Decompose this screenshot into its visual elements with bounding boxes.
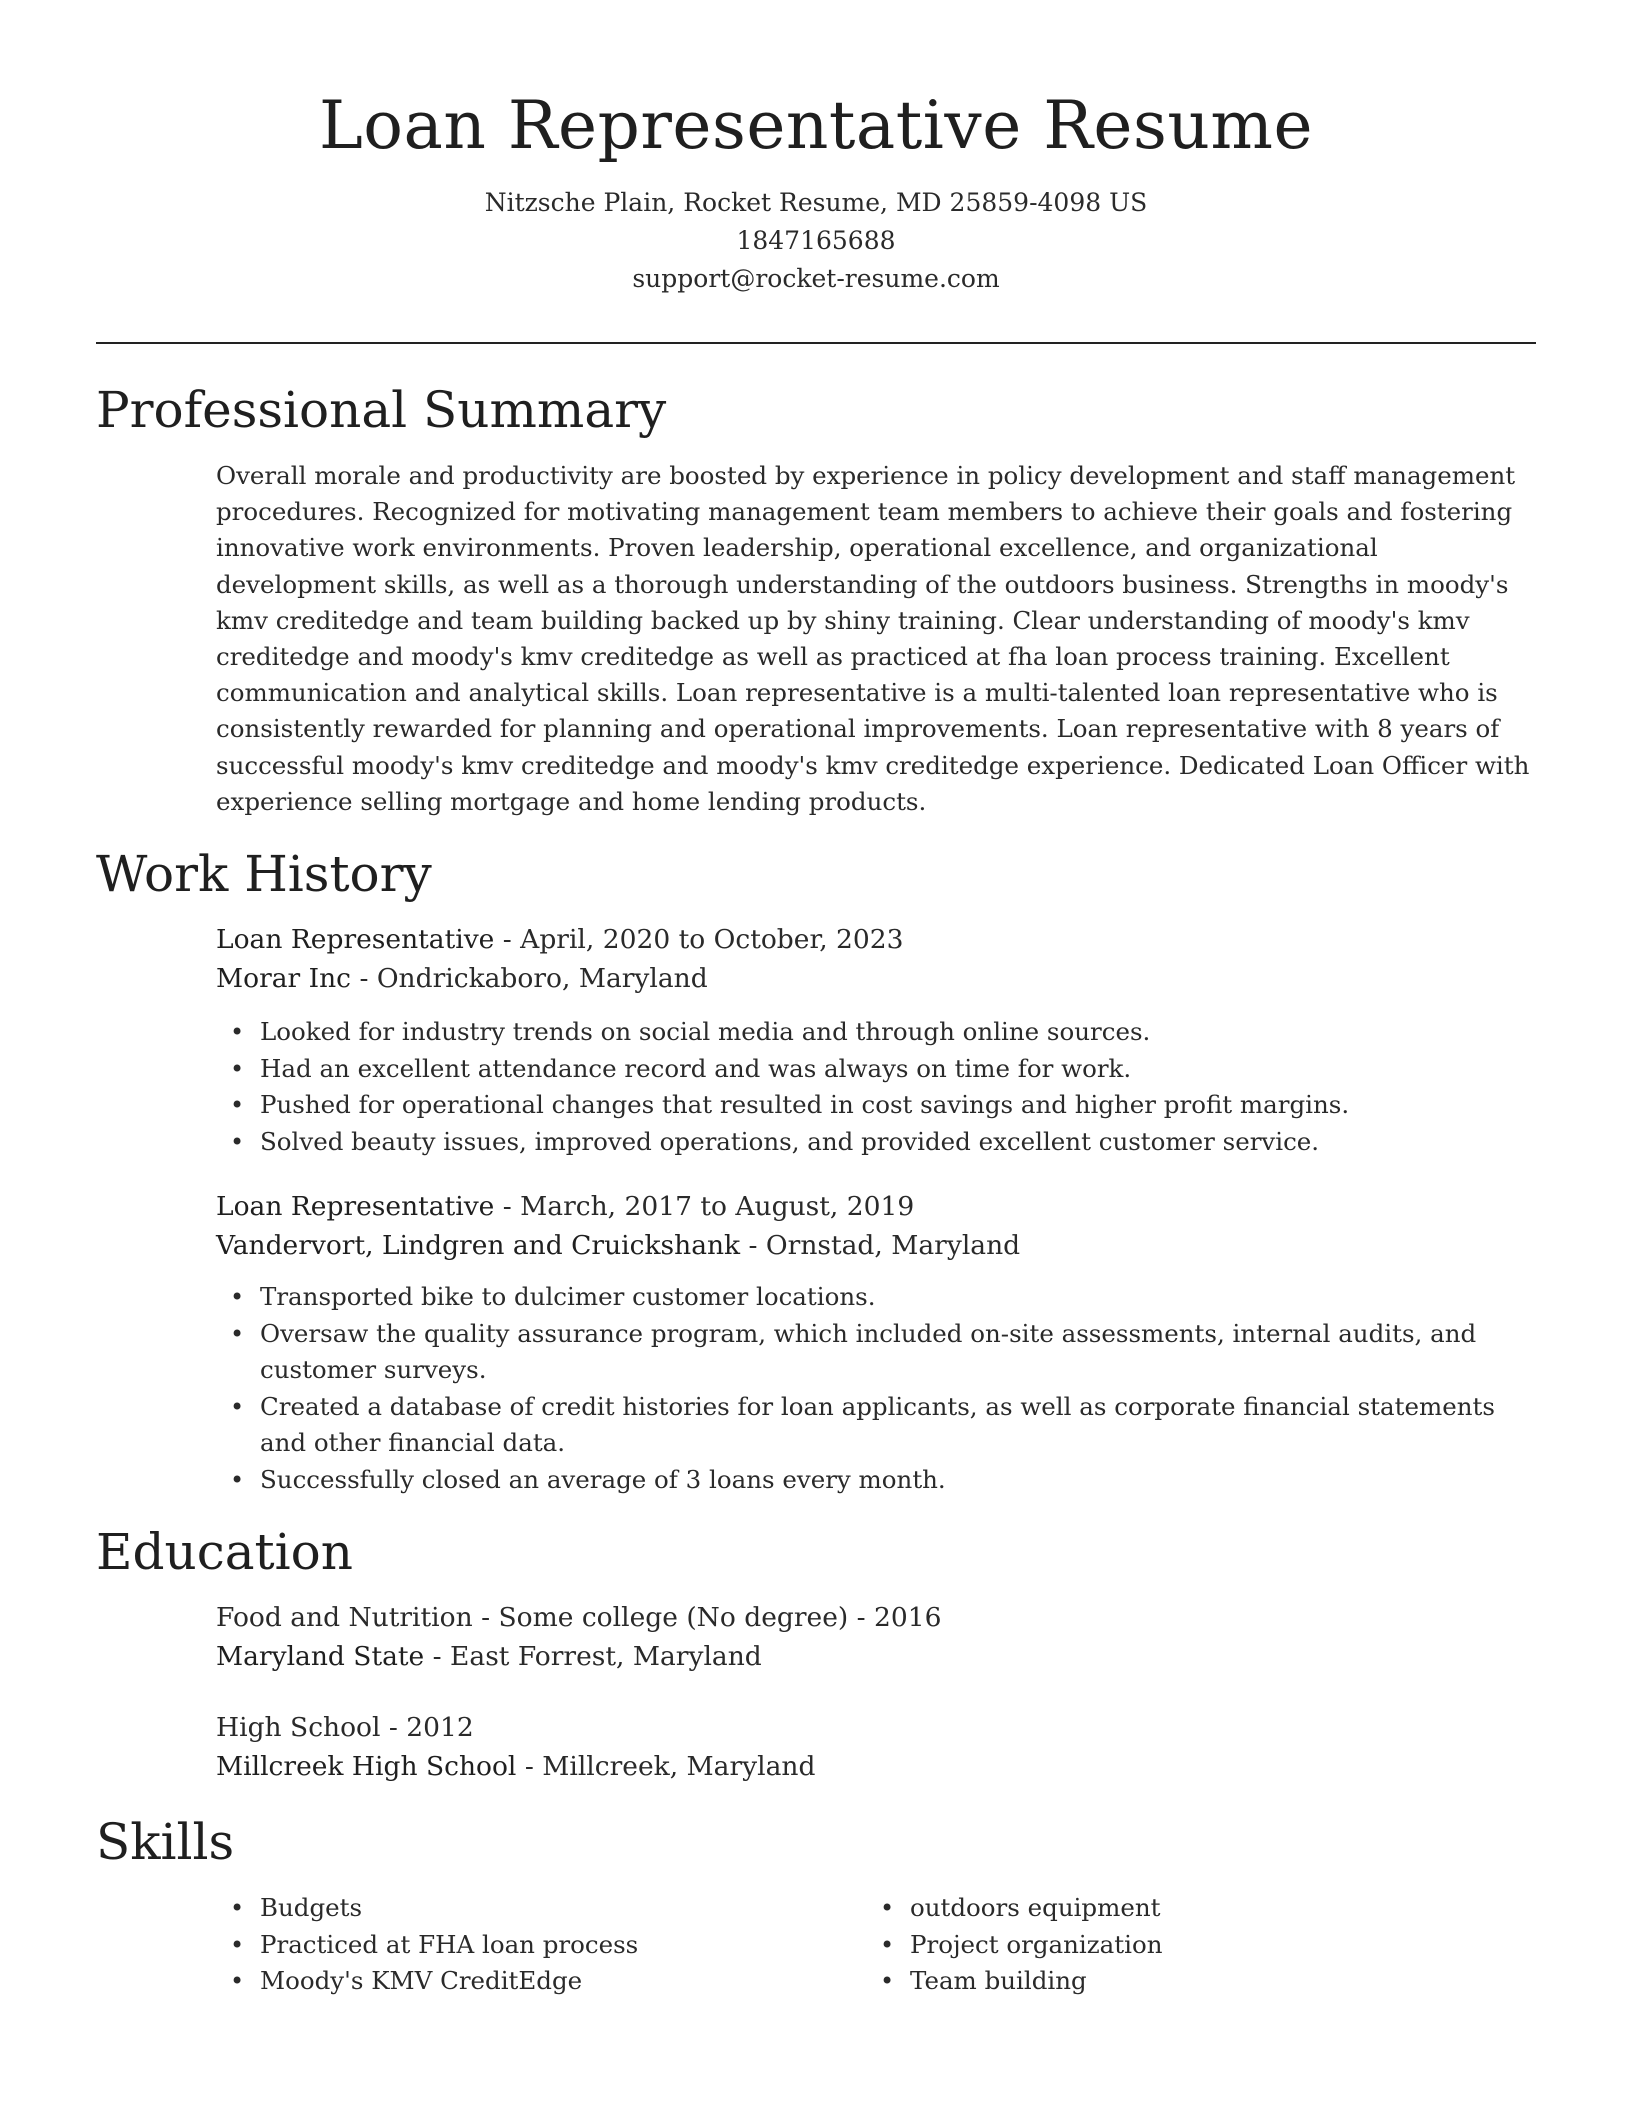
list-item: • Successfully closed an average of 3 loans every month. <box>260 1462 1536 1499</box>
skills-column-left <box>216 1890 856 2000</box>
skill-item: • Team building <box>910 1963 1506 2000</box>
skills-list <box>216 1890 856 2000</box>
resume-header <box>96 78 1536 298</box>
skill-item: • Practiced at FHA loan process <box>260 1927 856 1964</box>
education-location: - Millcreek, Maryland <box>516 1751 816 1782</box>
list-item: • Looked for industry trends on social media and through online sources. <box>260 1014 1536 1051</box>
education-school: Millcreek High School <box>216 1751 517 1782</box>
job-company: Vandervort, Lindgren and Cruickshank <box>216 1230 741 1261</box>
job-bullets <box>216 1014 1536 1160</box>
skill-item: • outdoors equipment <box>910 1890 1506 1927</box>
job-title: Loan Representative <box>216 924 495 955</box>
education-degree-line: High School - 2012 <box>216 1712 474 1743</box>
work-history-heading: Work History <box>96 845 432 903</box>
skills-heading: Skills <box>96 1813 235 1871</box>
job-company: Morar Inc <box>216 963 352 994</box>
job-dates: - April, 2020 to October, 2023 <box>494 924 904 955</box>
job-title: Loan Representative <box>216 1191 495 1222</box>
education-school-line <box>216 1747 1536 1786</box>
contact-phone: 1847165688 <box>736 226 896 255</box>
education-location: - East Forrest, Maryland <box>424 1641 762 1672</box>
skill-item: • Budgets <box>260 1890 856 1927</box>
summary-heading: Professional Summary <box>96 381 667 439</box>
job-location: - Ornstad, Maryland <box>740 1230 1021 1261</box>
list-item: • Created a database of credit histories for loan applicants, as well as corporate financial statements and other financial data. <box>260 1389 1536 1462</box>
skills-list <box>866 1890 1506 2000</box>
page-title: Loan Representative Resume <box>318 87 1314 164</box>
skill-item: • Project organization <box>910 1927 1506 1964</box>
contact-address: Nitzsche Plain, Rocket Resume, MD 25859-4098 US <box>484 188 1148 217</box>
education-entry <box>216 1598 1536 1676</box>
skill-item: • Moody's KMV CreditEdge <box>260 1963 856 2000</box>
header-divider <box>96 342 1536 344</box>
job-company-line <box>216 959 1536 998</box>
education-heading: Education <box>96 1523 353 1581</box>
job-entry <box>216 1187 1536 1498</box>
education-entry <box>216 1708 1536 1786</box>
job-title-line <box>216 920 1536 959</box>
list-item: • Transported bike to dulcimer customer locations. <box>260 1279 1536 1316</box>
job-dates: - March, 2017 to August, 2019 <box>494 1191 915 1222</box>
list-item: • Solved beauty issues, improved operations, and provided excellent customer service. <box>260 1124 1536 1161</box>
job-location: - Ondrickaboro, Maryland <box>351 963 708 994</box>
job-bullets <box>216 1279 1536 1498</box>
contact-email: support@rocket-resume.com <box>632 264 1000 293</box>
summary-text: Overall morale and productivity are boosted by experience in policy development and staff management procedures. Recognized for motivating management team members to achieve their goals and fostering innovative work environments. Proven leadership, operational excellence, and organizational development skills, as well as a thorough understanding of the outdoors business. Strengths in moody's kmv creditedge and team building backed up by shiny training. Clear understanding of moody's kmv creditedge and moody's kmv creditedge as well as practiced at fha loan process training. Excellent communication and analytical skills. Loan representative is a multi-talented loan representative who is consistently rewarded for planning and operational improvements. Loan representative with 8 years of successful moody's kmv creditedge and moody's kmv creditedge experience. Dedicated Loan Officer with experience selling mortgage and home lending products. <box>216 461 1530 816</box>
list-item: • Pushed for operational changes that resulted in cost savings and higher profit margins. <box>260 1087 1536 1124</box>
job-entry <box>216 920 1536 1160</box>
job-title-line <box>216 1187 1536 1226</box>
education-degree-line: Food and Nutrition - Some college (No degree) - 2016 <box>216 1602 942 1633</box>
list-item: • Oversaw the quality assurance program, which included on-site assessments, internal audits, and customer surveys. <box>260 1316 1536 1389</box>
job-company-line <box>216 1226 1536 1265</box>
education-school: Maryland State <box>216 1641 425 1672</box>
skills-column-right <box>866 1890 1506 2000</box>
list-item: • Had an excellent attendance record and was always on time for work. <box>260 1051 1536 1088</box>
education-school-line <box>216 1637 1536 1676</box>
